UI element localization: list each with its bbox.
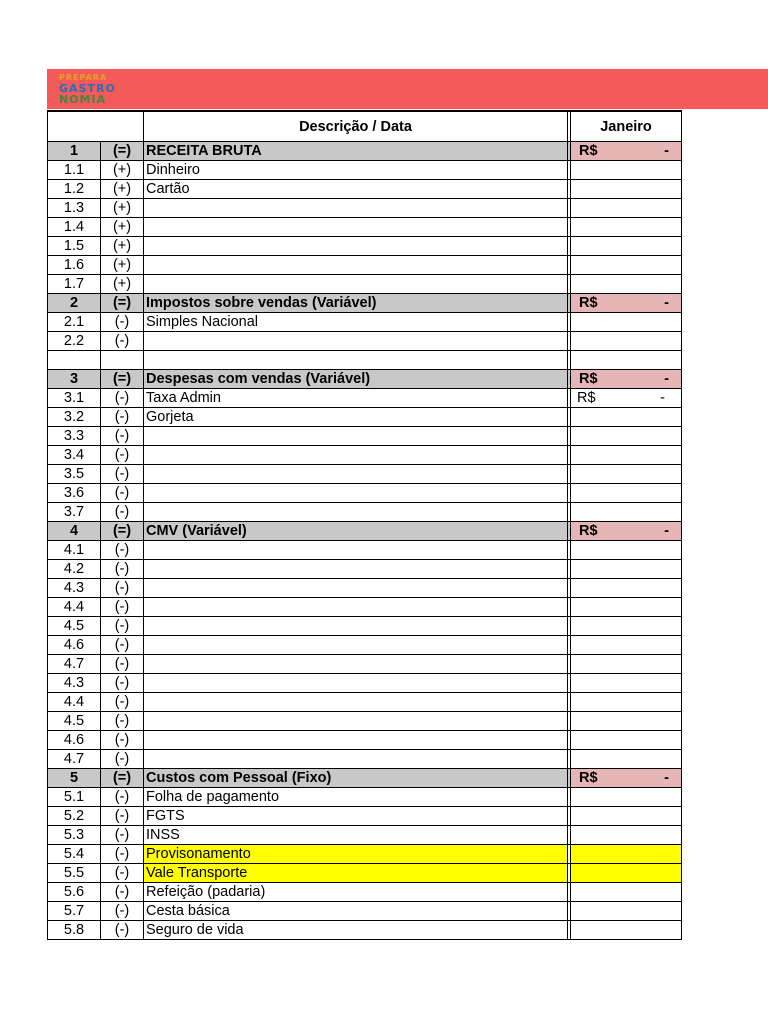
row-value-cell[interactable]: [571, 769, 682, 788]
table-row: [48, 598, 682, 617]
amount-value: -: [660, 390, 665, 406]
table-row: [48, 237, 682, 256]
row-number-cell[interactable]: 4.5: [48, 617, 101, 636]
table-row: [48, 446, 682, 465]
row-number-cell[interactable]: 4.1: [48, 541, 101, 560]
row-operator-cell[interactable]: (+): [101, 218, 144, 237]
row-operator-cell[interactable]: (-): [101, 598, 144, 617]
row-number-cell[interactable]: 5.8: [48, 921, 101, 940]
row-number-cell[interactable]: 1: [48, 142, 101, 161]
column-header-description[interactable]: Descrição / Data: [144, 111, 568, 142]
table-row: [48, 275, 682, 294]
table-row: [48, 617, 682, 636]
table-row: [48, 313, 682, 332]
row-description-cell[interactable]: [144, 484, 568, 503]
row-description-cell[interactable]: [144, 541, 568, 560]
row-value-cell[interactable]: [571, 370, 682, 389]
row-value-cell[interactable]: [571, 598, 682, 617]
row-number-cell[interactable]: 3: [48, 370, 101, 389]
row-value-cell[interactable]: [571, 845, 682, 864]
table-row: [48, 655, 682, 674]
row-value-cell[interactable]: [571, 522, 682, 541]
row-operator-cell[interactable]: (-): [101, 541, 144, 560]
row-operator-cell[interactable]: (-): [101, 655, 144, 674]
row-value-cell[interactable]: [571, 332, 682, 351]
row-description-cell[interactable]: Folha de pagamento: [144, 788, 568, 807]
table-row: [48, 332, 682, 351]
row-value-cell[interactable]: [571, 351, 682, 370]
row-operator-cell[interactable]: (+): [101, 256, 144, 275]
row-description-cell[interactable]: Simples Nacional: [144, 313, 568, 332]
section-row: [48, 769, 682, 788]
row-operator-cell[interactable]: (-): [101, 807, 144, 826]
amount-value: -: [664, 143, 669, 159]
table-row: [48, 864, 682, 883]
row-number-cell[interactable]: 4.4: [48, 693, 101, 712]
table-row: [48, 408, 682, 427]
row-value-cell[interactable]: [571, 807, 682, 826]
table-row: [48, 674, 682, 693]
row-operator-cell[interactable]: (-): [101, 465, 144, 484]
row-value-cell[interactable]: [571, 617, 682, 636]
table-row: [48, 484, 682, 503]
section-row: [48, 522, 682, 541]
currency-symbol: R$: [579, 770, 598, 786]
row-operator-cell[interactable]: (+): [101, 161, 144, 180]
row-value-cell[interactable]: [571, 902, 682, 921]
currency-value: [573, 294, 679, 312]
table-row: [48, 560, 682, 579]
row-value-cell[interactable]: [571, 826, 682, 845]
row-description-cell[interactable]: CMV (Variável): [144, 522, 568, 541]
row-number-cell[interactable]: 4.5: [48, 712, 101, 731]
row-operator-cell[interactable]: (-): [101, 617, 144, 636]
row-value-cell[interactable]: [571, 237, 682, 256]
row-description-cell[interactable]: [144, 617, 568, 636]
table-row: [48, 503, 682, 522]
row-description-cell[interactable]: FGTS: [144, 807, 568, 826]
row-number-cell[interactable]: [48, 351, 101, 370]
table-row: [48, 199, 682, 218]
row-operator-cell[interactable]: (-): [101, 750, 144, 769]
row-operator-cell[interactable]: (+): [101, 237, 144, 256]
row-value-cell[interactable]: [571, 636, 682, 655]
table-row: [48, 427, 682, 446]
row-number-cell[interactable]: 5.2: [48, 807, 101, 826]
table-row: [48, 579, 682, 598]
row-value-cell[interactable]: [571, 579, 682, 598]
row-number-cell[interactable]: 2.2: [48, 332, 101, 351]
table-row: [48, 788, 682, 807]
row-description-cell[interactable]: Cartão: [144, 180, 568, 199]
row-number-cell[interactable]: 1.1: [48, 161, 101, 180]
row-number-cell[interactable]: 4.4: [48, 598, 101, 617]
column-header-january[interactable]: Janeiro: [571, 111, 682, 142]
row-value-cell[interactable]: [571, 256, 682, 275]
row-operator-cell[interactable]: (-): [101, 579, 144, 598]
row-description-cell[interactable]: [144, 674, 568, 693]
row-operator-cell[interactable]: (-): [101, 902, 144, 921]
row-operator-cell[interactable]: (-): [101, 446, 144, 465]
row-description-cell[interactable]: [144, 465, 568, 484]
row-operator-cell[interactable]: (-): [101, 484, 144, 503]
row-description-cell[interactable]: Dinheiro: [144, 161, 568, 180]
row-description-cell[interactable]: Vale Transporte: [144, 864, 568, 883]
row-number-cell[interactable]: 3.2: [48, 408, 101, 427]
row-value-cell[interactable]: [571, 788, 682, 807]
row-description-cell[interactable]: [144, 237, 568, 256]
brand-logo: [59, 72, 119, 108]
dre-spreadsheet: [47, 110, 682, 940]
row-operator-cell[interactable]: (-): [101, 845, 144, 864]
row-number-cell[interactable]: 5.4: [48, 845, 101, 864]
row-operator-cell[interactable]: (+): [101, 275, 144, 294]
row-number-cell[interactable]: 1.2: [48, 180, 101, 199]
row-value-cell[interactable]: [571, 199, 682, 218]
table-row: [48, 351, 682, 370]
row-value-cell[interactable]: [571, 655, 682, 674]
logo-line-1: PREPARA: [59, 73, 108, 82]
row-description-cell[interactable]: [144, 256, 568, 275]
row-description-cell[interactable]: Custos com Pessoal (Fixo): [144, 769, 568, 788]
row-description-cell[interactable]: [144, 560, 568, 579]
table-row: [48, 826, 682, 845]
row-operator-cell[interactable]: (-): [101, 313, 144, 332]
currency-value: [573, 769, 679, 787]
row-number-cell[interactable]: 4: [48, 522, 101, 541]
row-description-cell[interactable]: [144, 427, 568, 446]
row-operator-cell[interactable]: (=): [101, 522, 144, 541]
row-number-cell[interactable]: 1.6: [48, 256, 101, 275]
table-row: [48, 731, 682, 750]
row-operator-cell[interactable]: (-): [101, 864, 144, 883]
table-row: [48, 465, 682, 484]
currency-symbol: R$: [579, 143, 598, 159]
row-number-cell[interactable]: 1.7: [48, 275, 101, 294]
row-operator-cell[interactable]: (=): [101, 769, 144, 788]
row-operator-cell[interactable]: (-): [101, 826, 144, 845]
row-operator-cell[interactable]: (-): [101, 693, 144, 712]
currency-value: [573, 389, 679, 407]
row-description-cell[interactable]: [144, 199, 568, 218]
row-number-cell[interactable]: 5: [48, 769, 101, 788]
row-operator-cell[interactable]: (-): [101, 332, 144, 351]
table-row: [48, 541, 682, 560]
row-description-cell[interactable]: [144, 332, 568, 351]
header-blank-cell[interactable]: [48, 111, 144, 142]
row-number-cell[interactable]: 5.6: [48, 883, 101, 902]
row-number-cell[interactable]: 2.1: [48, 313, 101, 332]
row-number-cell[interactable]: 4.6: [48, 731, 101, 750]
row-description-cell[interactable]: [144, 636, 568, 655]
row-description-cell[interactable]: RECEITA BRUTA: [144, 142, 568, 161]
row-description-cell[interactable]: [144, 503, 568, 522]
table-row: [48, 845, 682, 864]
table-row: [48, 218, 682, 237]
row-value-cell[interactable]: [571, 427, 682, 446]
row-number-cell[interactable]: 4.3: [48, 674, 101, 693]
logo-line-2: GASTRO: [59, 82, 116, 95]
row-operator-cell[interactable]: (-): [101, 408, 144, 427]
amount-value: -: [664, 371, 669, 387]
row-operator-cell[interactable]: (-): [101, 636, 144, 655]
row-description-cell[interactable]: [144, 750, 568, 769]
row-description-cell[interactable]: Despesas com vendas (Variável): [144, 370, 568, 389]
row-operator-cell[interactable]: (-): [101, 712, 144, 731]
section-row: [48, 294, 682, 313]
row-number-cell[interactable]: 5.3: [48, 826, 101, 845]
row-value-cell[interactable]: [571, 921, 682, 940]
currency-symbol: R$: [577, 390, 596, 406]
currency-value: [573, 142, 679, 160]
header-banner: [47, 69, 768, 109]
row-value-cell[interactable]: [571, 408, 682, 427]
row-description-cell[interactable]: [144, 351, 568, 370]
row-number-cell[interactable]: 3.3: [48, 427, 101, 446]
row-number-cell[interactable]: 3.4: [48, 446, 101, 465]
row-description-cell[interactable]: [144, 579, 568, 598]
row-value-cell[interactable]: [571, 218, 682, 237]
amount-value: -: [664, 295, 669, 311]
row-description-cell[interactable]: Provisonamento: [144, 845, 568, 864]
row-value-cell[interactable]: [571, 750, 682, 769]
row-description-cell[interactable]: INSS: [144, 826, 568, 845]
row-value-cell[interactable]: [571, 389, 682, 408]
table-row: [48, 693, 682, 712]
row-value-cell[interactable]: [571, 484, 682, 503]
row-value-cell[interactable]: [571, 864, 682, 883]
row-operator-cell[interactable]: (+): [101, 199, 144, 218]
row-number-cell[interactable]: 3.6: [48, 484, 101, 503]
row-number-cell[interactable]: 3.1: [48, 389, 101, 408]
row-value-cell[interactable]: [571, 313, 682, 332]
row-number-cell[interactable]: 4.7: [48, 750, 101, 769]
section-row: [48, 370, 682, 389]
row-operator-cell[interactable]: (+): [101, 180, 144, 199]
table-row: [48, 883, 682, 902]
row-value-cell[interactable]: [571, 731, 682, 750]
row-number-cell[interactable]: 1.5: [48, 237, 101, 256]
table-row: [48, 389, 682, 408]
currency-symbol: R$: [579, 523, 598, 539]
table-row: [48, 712, 682, 731]
table-row: [48, 807, 682, 826]
table-row: [48, 180, 682, 199]
row-number-cell[interactable]: 4.3: [48, 579, 101, 598]
row-number-cell[interactable]: 4.7: [48, 655, 101, 674]
row-number-cell[interactable]: 1.3: [48, 199, 101, 218]
row-operator-cell[interactable]: (-): [101, 883, 144, 902]
row-description-cell[interactable]: [144, 275, 568, 294]
row-value-cell[interactable]: [571, 712, 682, 731]
amount-value: -: [664, 523, 669, 539]
header-row: [48, 111, 682, 142]
row-description-cell[interactable]: [144, 446, 568, 465]
row-description-cell[interactable]: Refeição (padaria): [144, 883, 568, 902]
row-operator-cell[interactable]: (-): [101, 731, 144, 750]
row-operator-cell[interactable]: (=): [101, 370, 144, 389]
currency-value: [573, 522, 679, 540]
row-number-cell[interactable]: 3.7: [48, 503, 101, 522]
table-row: [48, 750, 682, 769]
row-description-cell[interactable]: [144, 218, 568, 237]
row-value-cell[interactable]: [571, 161, 682, 180]
row-value-cell[interactable]: [571, 465, 682, 484]
row-value-cell[interactable]: [571, 883, 682, 902]
table-row: [48, 256, 682, 275]
table-row: [48, 161, 682, 180]
row-description-cell[interactable]: Taxa Admin: [144, 389, 568, 408]
row-number-cell[interactable]: 2: [48, 294, 101, 313]
row-number-cell[interactable]: 5.5: [48, 864, 101, 883]
amount-value: -: [664, 770, 669, 786]
row-value-cell[interactable]: [571, 674, 682, 693]
row-description-cell[interactable]: Impostos sobre vendas (Variável): [144, 294, 568, 313]
row-operator-cell[interactable]: (-): [101, 427, 144, 446]
row-value-cell[interactable]: [571, 693, 682, 712]
row-value-cell[interactable]: [571, 294, 682, 313]
row-operator-cell[interactable]: (-): [101, 788, 144, 807]
row-number-cell[interactable]: 4.6: [48, 636, 101, 655]
row-operator-cell[interactable]: (=): [101, 142, 144, 161]
section-row: [48, 142, 682, 161]
row-operator-cell[interactable]: (-): [101, 674, 144, 693]
row-description-cell[interactable]: Gorjeta: [144, 408, 568, 427]
table-row: [48, 921, 682, 940]
row-operator-cell[interactable]: (-): [101, 389, 144, 408]
row-number-cell[interactable]: 4.2: [48, 560, 101, 579]
row-value-cell[interactable]: [571, 503, 682, 522]
row-value-cell[interactable]: [571, 142, 682, 161]
row-value-cell[interactable]: [571, 275, 682, 294]
row-value-cell[interactable]: [571, 560, 682, 579]
row-description-cell[interactable]: Cesta básica: [144, 902, 568, 921]
row-number-cell[interactable]: 5.1: [48, 788, 101, 807]
row-value-cell[interactable]: [571, 541, 682, 560]
row-description-cell[interactable]: [144, 655, 568, 674]
logo-line-3: NOMIA: [59, 93, 107, 106]
row-description-cell[interactable]: [144, 712, 568, 731]
currency-symbol: R$: [579, 371, 598, 387]
row-description-cell[interactable]: [144, 598, 568, 617]
row-operator-cell[interactable]: (=): [101, 294, 144, 313]
currency-value: [573, 370, 679, 388]
row-description-cell[interactable]: [144, 731, 568, 750]
row-value-cell[interactable]: [571, 446, 682, 465]
table-row: [48, 902, 682, 921]
row-number-cell[interactable]: 3.5: [48, 465, 101, 484]
currency-symbol: R$: [579, 295, 598, 311]
row-number-cell[interactable]: 5.7: [48, 902, 101, 921]
row-operator-cell[interactable]: [101, 351, 144, 370]
row-operator-cell[interactable]: (-): [101, 503, 144, 522]
row-operator-cell[interactable]: (-): [101, 921, 144, 940]
row-description-cell[interactable]: [144, 693, 568, 712]
table-row: [48, 636, 682, 655]
row-value-cell[interactable]: [571, 180, 682, 199]
row-number-cell[interactable]: 1.4: [48, 218, 101, 237]
row-operator-cell[interactable]: (-): [101, 560, 144, 579]
row-description-cell[interactable]: Seguro de vida: [144, 921, 568, 940]
